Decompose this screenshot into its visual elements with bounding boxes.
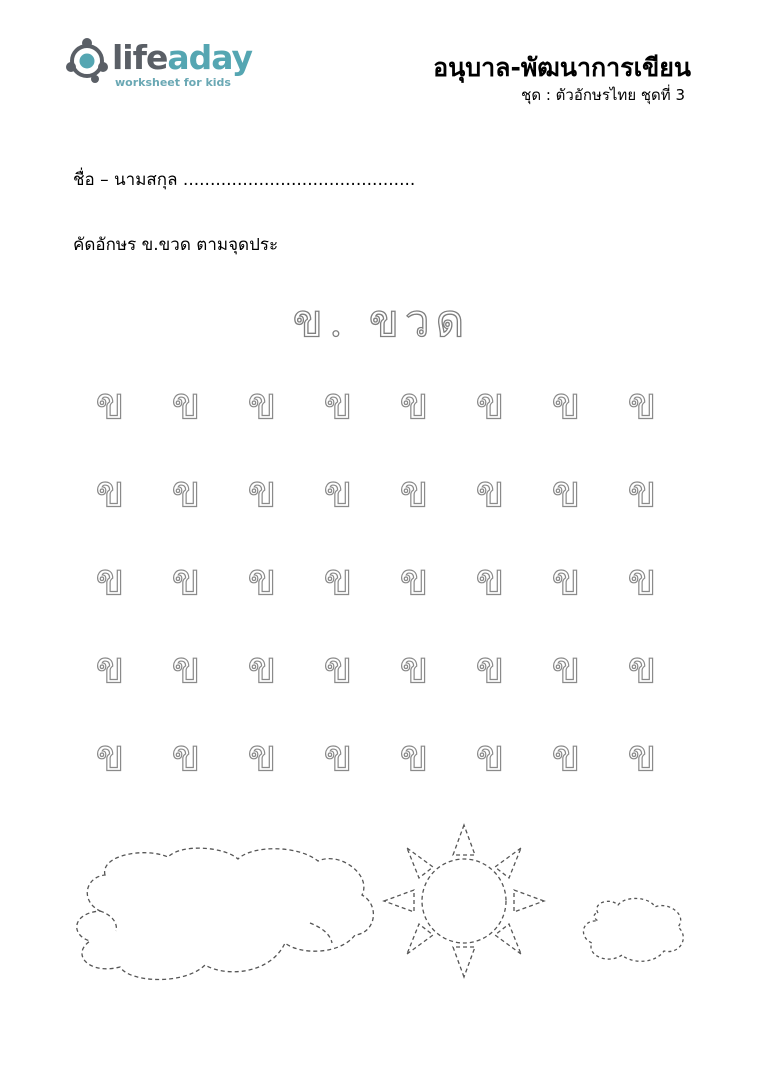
trace-letter[interactable]: ข bbox=[551, 379, 581, 428]
trace-letter[interactable]: ข bbox=[399, 643, 429, 692]
logo-word-life: life bbox=[112, 38, 168, 77]
trace-letter[interactable]: ข bbox=[551, 555, 581, 604]
example-word-outline: ข. ขวด bbox=[292, 296, 471, 347]
trace-letter[interactable]: ข bbox=[627, 555, 657, 604]
trace-letter[interactable]: ข bbox=[95, 467, 125, 516]
trace-letter[interactable]: ข bbox=[627, 731, 657, 780]
trace-letter[interactable]: ข bbox=[551, 467, 581, 516]
trace-letter[interactable]: ข bbox=[551, 643, 581, 692]
trace-letter[interactable]: ข bbox=[171, 467, 201, 516]
small-cloud-icon bbox=[583, 898, 683, 961]
trace-letter[interactable]: ข bbox=[323, 555, 353, 604]
instruction-text: คัดอักษร ข.ขวด ตามจุดประ bbox=[73, 235, 279, 255]
sun-icon bbox=[384, 825, 544, 977]
trace-letter[interactable]: ข bbox=[475, 643, 505, 692]
worksheet-subtitle: ชุด : ตัวอักษรไทย ชุดที่ 3 bbox=[521, 86, 685, 104]
trace-letter[interactable]: ข bbox=[95, 731, 125, 780]
trace-letter[interactable]: ข bbox=[95, 555, 125, 604]
logo-wordmark bbox=[112, 38, 252, 77]
trace-letter[interactable]: ข bbox=[171, 643, 201, 692]
trace-letter[interactable]: ข bbox=[247, 467, 277, 516]
trace-letter[interactable]: ข bbox=[247, 643, 277, 692]
molecule-logo-icon bbox=[64, 38, 110, 84]
trace-letter[interactable]: ข bbox=[323, 379, 353, 428]
trace-letter[interactable]: ข bbox=[323, 731, 353, 780]
worksheet-title: อนุบาล-พัฒนาการเขียน bbox=[433, 53, 691, 82]
logo-word-aday: aday bbox=[167, 38, 253, 77]
trace-letter[interactable]: ข bbox=[475, 379, 505, 428]
tracing-grid bbox=[72, 374, 680, 814]
large-cloud-icon bbox=[77, 848, 374, 979]
trace-letter[interactable]: ข bbox=[95, 379, 125, 428]
trace-letter[interactable]: ข bbox=[475, 467, 505, 516]
trace-letter[interactable]: ข bbox=[551, 731, 581, 780]
trace-letter[interactable]: ข bbox=[627, 467, 657, 516]
trace-letter[interactable]: ข bbox=[627, 379, 657, 428]
trace-letter[interactable]: ข bbox=[399, 467, 429, 516]
trace-letter[interactable]: ข bbox=[247, 731, 277, 780]
trace-letter[interactable]: ข bbox=[399, 379, 429, 428]
trace-letter[interactable]: ข bbox=[171, 731, 201, 780]
trace-letter[interactable]: ข bbox=[171, 555, 201, 604]
trace-letter[interactable]: ข bbox=[171, 379, 201, 428]
trace-letter[interactable]: ข bbox=[95, 643, 125, 692]
name-field-line[interactable]: ชื่อ – นามสกุล ........................................... bbox=[73, 170, 416, 190]
trace-letter[interactable]: ข bbox=[323, 643, 353, 692]
trace-letter[interactable]: ข bbox=[627, 643, 657, 692]
trace-letter[interactable]: ข bbox=[247, 555, 277, 604]
trace-letter[interactable]: ข bbox=[399, 731, 429, 780]
lifeaday-logo bbox=[64, 36, 264, 96]
logo-tagline: worksheet for kids bbox=[115, 76, 231, 89]
trace-letter[interactable]: ข bbox=[323, 467, 353, 516]
trace-letter[interactable]: ข bbox=[247, 379, 277, 428]
decoration-scene bbox=[0, 815, 763, 995]
trace-letter[interactable]: ข bbox=[399, 555, 429, 604]
trace-letter[interactable]: ข bbox=[475, 731, 505, 780]
trace-letter[interactable]: ข bbox=[475, 555, 505, 604]
